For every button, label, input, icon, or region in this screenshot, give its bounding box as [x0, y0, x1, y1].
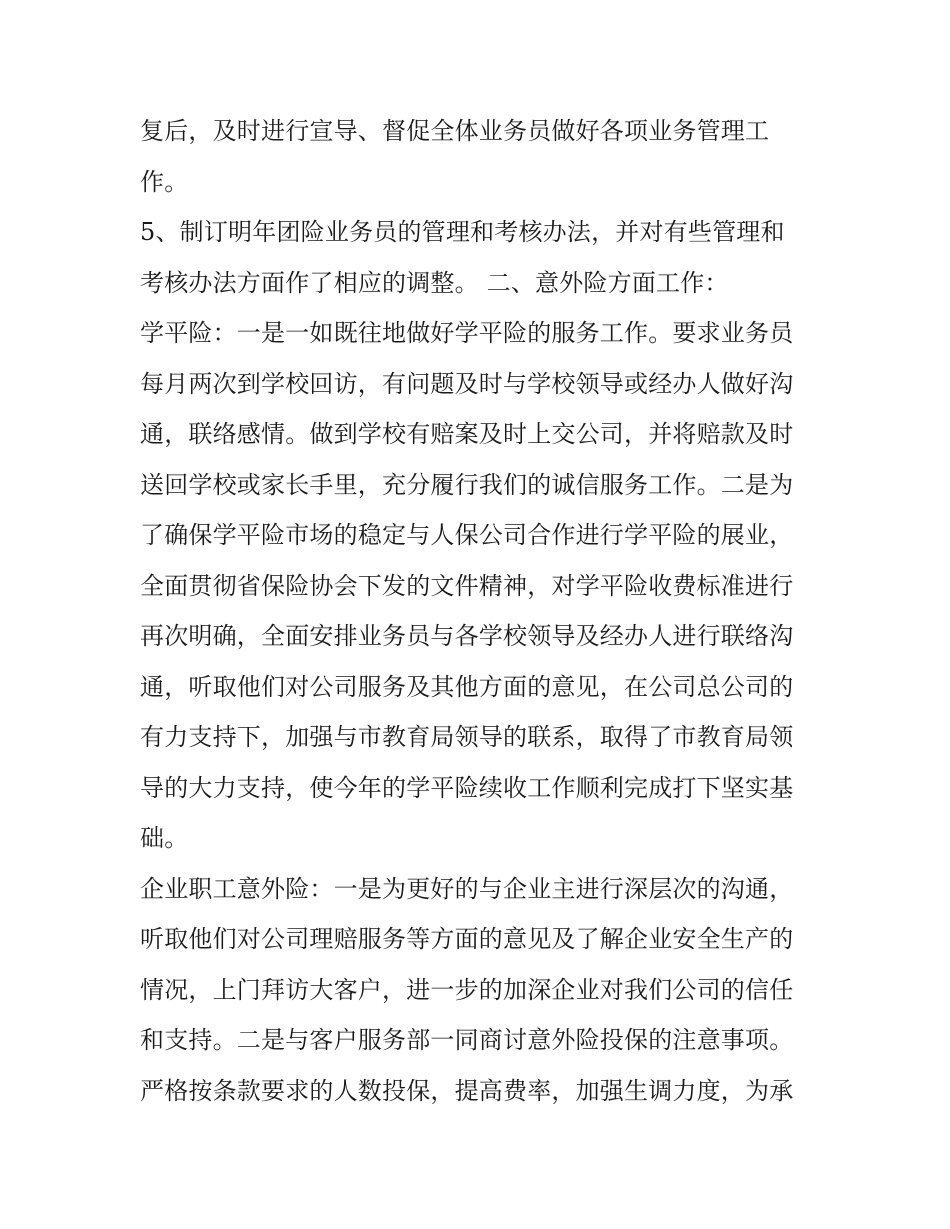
text-line: 送回学校或家长手里，充分履行我们的诚信服务工作。二是为 [140, 470, 794, 499]
text-line: 情况，上门拜访大客户，进一步的加深企业对我们公司的信任 [140, 975, 794, 1004]
text-line: 通，联络感情。做到学校有赔案及时上交公司，并将赔款及时 [140, 420, 794, 448]
text-line: 通，听取他们对公司服务及其他方面的意见，在公司总公司的 [140, 672, 794, 701]
text-line: 严格按条款要求的人数投保，提高费率，加强生调力度，为承 [140, 1076, 794, 1105]
text-line: 作。 [140, 167, 189, 196]
text-line: 了确保学平险市场的稳定与人保公司合作进行学平险的展业， [140, 521, 794, 549]
text-line: 导的大力支持，使今年的学平险续收工作顺利完成打下坚实基 [140, 773, 794, 802]
text-line: 和支持。二是与客户服务部一同商讨意外险投保的注意事项。 [140, 1026, 794, 1054]
text-line: 5、制订明年团险业务员的管理和考核办法，并对有些管理和 [140, 218, 785, 246]
text-line: 再次明确，全面安排业务员与各学校领导及经办人进行联络沟 [140, 622, 794, 650]
text-line: 听取他们对公司理赔服务等方面的意见及了解企业安全生产的 [140, 925, 794, 953]
text-line: 复后，及时进行宣导、督促全体业务员做好各项业务管理工 [140, 117, 770, 145]
text-line: 企业职工意外险：一是为更好的与企业主进行深层次的沟通， [140, 874, 794, 903]
text-line: 学平险：一是一如既往地做好学平险的服务工作。要求业务员 [140, 319, 794, 347]
text-line: 每月两次到学校回访，有问题及时与学校领导或经办人做好沟 [140, 369, 794, 398]
body-text [140, 106, 820, 1116]
text-line: 有力支持下，加强与市教育局领导的联系，取得了市教育局领 [140, 723, 794, 751]
text-line: 础。 [140, 824, 189, 852]
text-line: 考核办法方面作了相应的调整。 二、意外险方面工作： [140, 268, 729, 297]
text-line: 全面贯彻省保险协会下发的文件精神，对学平险收费标准进行 [140, 571, 794, 600]
